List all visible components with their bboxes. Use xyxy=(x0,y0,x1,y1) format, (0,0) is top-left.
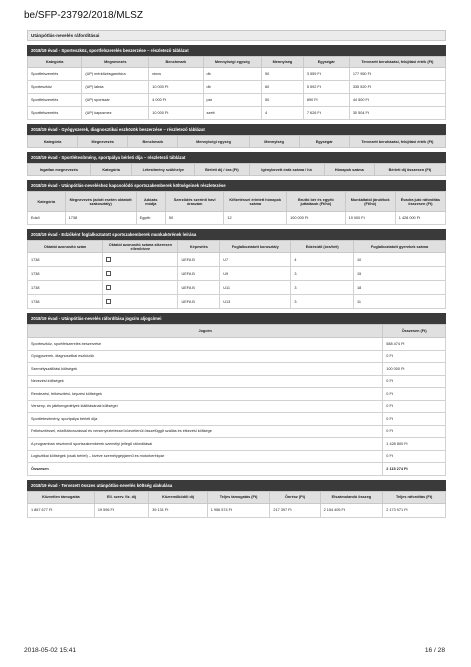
col-header: Teljes támogatás (Ft) xyxy=(207,491,270,503)
cell: Sportfelszerelés xyxy=(28,107,82,120)
cell: Egyéb xyxy=(136,212,165,225)
col-header: Egységár xyxy=(303,57,349,68)
cell: Személyszállítási költségek xyxy=(28,363,383,376)
verified-cell xyxy=(103,295,178,309)
cell: UEFA B xyxy=(178,267,220,281)
section-jogcimek xyxy=(27,313,446,476)
col-header: Megnevezés xyxy=(78,136,128,148)
cell: 4 xyxy=(291,253,354,267)
col-header: Közreműködői díj xyxy=(149,491,208,503)
section-title: 2018/19 évad - Utánpótlás-neveléshez kapcsolódó sportszakemberek költségeinek részletezése xyxy=(27,180,446,191)
col-header: Közvetlen támogatás xyxy=(28,491,95,503)
cell: Gyógyszerek, diagnosztikai eszközök xyxy=(28,350,383,363)
cell: 0 Ft xyxy=(383,450,446,463)
cell: 5 592 Ft xyxy=(303,81,349,94)
cell: 335 520 Ft xyxy=(349,81,445,94)
cell: db xyxy=(203,68,262,81)
cell: 18 xyxy=(354,281,446,295)
cell: 2 154 405 Ft xyxy=(320,503,383,517)
cell: Rendezési, felkészítési, képzési költségek xyxy=(28,388,383,401)
cell: 15 xyxy=(354,267,446,281)
col-header: Benchmark xyxy=(128,136,178,148)
cell: 3 xyxy=(291,281,354,295)
cell: 0 Ft xyxy=(383,350,446,363)
col-header: Adózás módja xyxy=(136,192,165,212)
cell: Nevezési költségek xyxy=(28,375,383,388)
cell: 1738 xyxy=(65,212,136,225)
col-header: Igénybevett órák száma / hó xyxy=(249,164,324,176)
table-row xyxy=(28,253,446,267)
verified-checkbox[interactable] xyxy=(106,271,111,276)
col-header: Egységár xyxy=(299,136,349,148)
col-header: Képesítés xyxy=(178,241,220,253)
col-header: Kategória xyxy=(28,136,78,148)
table-row xyxy=(28,363,446,376)
table-row xyxy=(28,413,446,426)
cell: (UP) sportszár xyxy=(82,94,149,107)
jogcimek-table xyxy=(27,324,446,476)
cell: 10 000 Ft xyxy=(149,81,203,94)
cell: 1738 xyxy=(28,253,103,267)
cell: 3 559 Ft xyxy=(303,68,349,81)
cell: 30 504 Ft xyxy=(349,107,445,120)
cell: 60 xyxy=(262,81,304,94)
col-header: Ell. szerv. fiz. díj xyxy=(94,491,148,503)
cell: 177 950 Ft xyxy=(349,68,445,81)
col-header: Benchmark xyxy=(149,57,203,68)
cell: UEFA B xyxy=(178,295,220,309)
table-row xyxy=(28,338,446,351)
cell: 1738 xyxy=(28,267,103,281)
cell: Edző xyxy=(28,212,66,225)
col-header: Oktatói azonosító száma sikeresen ellenőrizve xyxy=(103,241,178,253)
col-header: Oktatói azonosító szám xyxy=(28,241,103,253)
cell: U7 xyxy=(220,253,291,267)
main-title: Utánpótlás-nevelés ráfordításai xyxy=(27,30,446,41)
col-header: Foglalkoztatott gyerekek száma xyxy=(354,241,446,253)
cell: 50 xyxy=(262,68,304,81)
table-row xyxy=(28,267,446,281)
section-title: 2018/19 évad - Sporteszköz, sportfelszerelés beszerzése – részletező táblázat xyxy=(27,45,446,56)
cell: Logisztikai költségek (csak bérlet) – kivéve személygépjármű és motorkerékpár xyxy=(28,450,383,463)
cell: 1 956 574 Ft xyxy=(207,503,270,517)
sporteszkoz-table xyxy=(27,56,446,120)
col-header: Kifizetéssel érintett hónapok száma xyxy=(224,192,287,212)
col-header: Szerződés szerinti havi óraszám xyxy=(165,192,224,212)
section-title: 2018/19 évad - Gyógyszerek, diagnosztikai eszközök beszerzése – részletező táblázat xyxy=(27,124,446,135)
edzok-table xyxy=(27,240,446,309)
section-gyogyszerek xyxy=(27,124,446,148)
col-header: Mennyiség xyxy=(262,57,304,68)
cell: Sporteszköz xyxy=(28,81,82,94)
table-row xyxy=(28,375,446,388)
col-header: Kategória xyxy=(28,57,82,68)
section-sportszakemberek xyxy=(27,180,446,225)
cell: szett xyxy=(203,107,262,120)
table-row xyxy=(28,438,446,451)
cell: db xyxy=(203,81,262,94)
col-header: Mennyiségi egység xyxy=(203,57,262,68)
cell: 7 626 Ft xyxy=(303,107,349,120)
col-header: Jogcím xyxy=(28,325,383,338)
section-sportletesitmeny xyxy=(27,152,446,176)
cell: 12 xyxy=(224,212,287,225)
col-header: Ingatlan megnevezés xyxy=(28,164,91,176)
section-osszes-koltseg xyxy=(27,480,446,518)
verified-cell xyxy=(103,267,178,281)
col-header: Hónapok száma xyxy=(324,164,374,176)
col-header: Teljes ráfordítás (Ft) xyxy=(383,491,446,503)
section-title: 2018/19 évad - Sportlétesítmény, sportpálya bérleti díja – részletező táblázat xyxy=(27,152,446,163)
cell: 3 xyxy=(291,295,354,309)
cell: 3 xyxy=(291,267,354,281)
cell: 39 131 Ft xyxy=(149,503,208,517)
cell: 0 Ft xyxy=(383,400,446,413)
cell: UEFA B xyxy=(178,281,220,295)
cell: (UP) kapusmez xyxy=(82,107,149,120)
cell: Felkészítéssel, edzőtáborozással és versenyeztetéssel közvetlenül összefüggő szállás és étkezési költsége xyxy=(28,425,383,438)
cell: 1 428 000 Ft xyxy=(395,212,445,225)
col-header: Kategória xyxy=(90,164,132,176)
footer-datetime: 2018-05-02 15:41 xyxy=(24,647,77,654)
col-header: Évadra jutó ráfordítás összesen (Ft) xyxy=(395,192,445,212)
cell: 44 500 Ft xyxy=(349,94,445,107)
cell: 19 000 Ft xyxy=(345,212,395,225)
cell: Sportfelszerelés xyxy=(28,94,82,107)
cell: 0 Ft xyxy=(383,413,446,426)
sportszakemberek-table xyxy=(27,191,446,225)
cell: 50 xyxy=(262,94,304,107)
cell: 10 000 Ft xyxy=(149,107,203,120)
table-row xyxy=(28,350,446,363)
cell: U9 xyxy=(220,267,291,281)
col-header: Mennyiség xyxy=(249,136,299,148)
col-header: Mennyiségi egység xyxy=(178,136,249,148)
verified-checkbox[interactable] xyxy=(106,257,111,262)
col-header: Bruttó bér és egyéb juttatások (Ft/hó) xyxy=(287,192,346,212)
table-row xyxy=(28,68,446,81)
cell: (UP) mérkőzésgarnitúra xyxy=(82,68,149,81)
col-header: Tervezett beruházási, felújítási érték (Ft) xyxy=(349,136,445,148)
col-header: Megnevezés xyxy=(82,57,149,68)
cell: 11 xyxy=(354,295,446,309)
cell: Sporteszköz, sportfelszerelés beszerzése xyxy=(28,338,383,351)
table-row xyxy=(28,450,446,463)
total-row xyxy=(28,463,446,476)
section-title: 2018/19 évad - Tervezett összes utánpótlás-nevelés költség alakulása xyxy=(27,480,446,491)
cell: 890 Ft xyxy=(303,94,349,107)
page-content xyxy=(27,30,446,522)
cell: pár xyxy=(203,94,262,107)
cell: UEFA B xyxy=(178,253,220,267)
table-row xyxy=(28,107,446,120)
verified-checkbox[interactable] xyxy=(106,285,111,290)
cell: Sportfelszerelés xyxy=(28,68,82,81)
cell: 1 867 677 Ft xyxy=(28,503,95,517)
col-header: Összesen (Ft) xyxy=(383,325,446,338)
table-row xyxy=(28,425,446,438)
cell: 0 Ft xyxy=(383,375,446,388)
verified-checkbox[interactable] xyxy=(106,299,111,304)
cell: nincs xyxy=(149,68,203,81)
cell: U11 xyxy=(220,281,291,295)
cell: Verseny- és játékengedélyek kiállításának költségei xyxy=(28,400,383,413)
document-id: be/SFP-23792/2018/MLSZ xyxy=(24,10,143,21)
col-header: Bérleti díj / óra (Ft) xyxy=(195,164,249,176)
page-number: 16 / 28 xyxy=(424,647,445,654)
section-sporteszkoz xyxy=(27,45,446,120)
osszes-koltseg-table xyxy=(27,491,446,518)
cell: 10 xyxy=(354,253,446,267)
total-label: Összesen xyxy=(28,463,383,476)
table-row xyxy=(28,503,446,517)
section-title: 2018/19 évad - Edzőként foglalkoztatott sportszakemberek munkakörének leírása xyxy=(27,229,446,240)
table-row xyxy=(28,94,446,107)
col-header: Megnevezés (adott esetén oktatott szakosztály) xyxy=(65,192,136,212)
cell: 100 000 Ft xyxy=(287,212,346,225)
cell: A programban résztvevő sportszakemberek személyi jellegű ráfordításai xyxy=(28,438,383,451)
col-header: Foglalkoztatott korosztály xyxy=(220,241,291,253)
cell: 4 xyxy=(262,107,304,120)
table-row xyxy=(28,81,446,94)
cell: 2 173 971 Ft xyxy=(383,503,446,517)
cell: U13 xyxy=(220,295,291,309)
table-row xyxy=(28,295,446,309)
col-header: Önrész (Ft) xyxy=(270,491,320,503)
cell: 217 397 Ft xyxy=(270,503,320,517)
cell: 19 596 Ft xyxy=(94,503,148,517)
table-row xyxy=(28,212,446,225)
col-header: Munkáltatói járulékok (Ft/hó) xyxy=(345,192,395,212)
col-header: Bérleti díj összesen (Ft) xyxy=(374,164,445,176)
table-row xyxy=(28,281,446,295)
cell: 100 000 Ft xyxy=(383,363,446,376)
section-edzok xyxy=(27,229,446,309)
cell: (UP) labda xyxy=(82,81,149,94)
table-row xyxy=(28,388,446,401)
cell: 1738 xyxy=(28,295,103,309)
sportletesitmeny-table xyxy=(27,163,446,176)
cell: 0 Ft xyxy=(383,425,446,438)
col-header: Tervezett beruházási, felújítási érték (Ft) xyxy=(349,57,445,68)
cell: 0 Ft xyxy=(383,388,446,401)
col-header: Edzésidő (óra/hét) xyxy=(291,241,354,253)
col-header: Elszámolandó összeg xyxy=(320,491,383,503)
cell: Sportlétesítmény, sportpálya bérleti díja xyxy=(28,413,383,426)
gyogyszerek-table xyxy=(27,135,446,148)
cell: 1738 xyxy=(28,281,103,295)
cell: 1 428 800 Ft xyxy=(383,438,446,451)
col-header: Kategória xyxy=(28,192,66,212)
col-header: Létesítmény szükhelye xyxy=(132,164,195,176)
verified-cell xyxy=(103,281,178,295)
total-value: 2 115 274 Ft xyxy=(383,463,446,476)
cell: 50 xyxy=(165,212,224,225)
table-row xyxy=(28,400,446,413)
cell: 4 000 Ft xyxy=(149,94,203,107)
section-title: 2018/19 évad - Utánpótlás-nevelés ráfordítása jogcím aljogcímei xyxy=(27,313,446,324)
verified-cell xyxy=(103,253,178,267)
cell: 588 474 Ft xyxy=(383,338,446,351)
